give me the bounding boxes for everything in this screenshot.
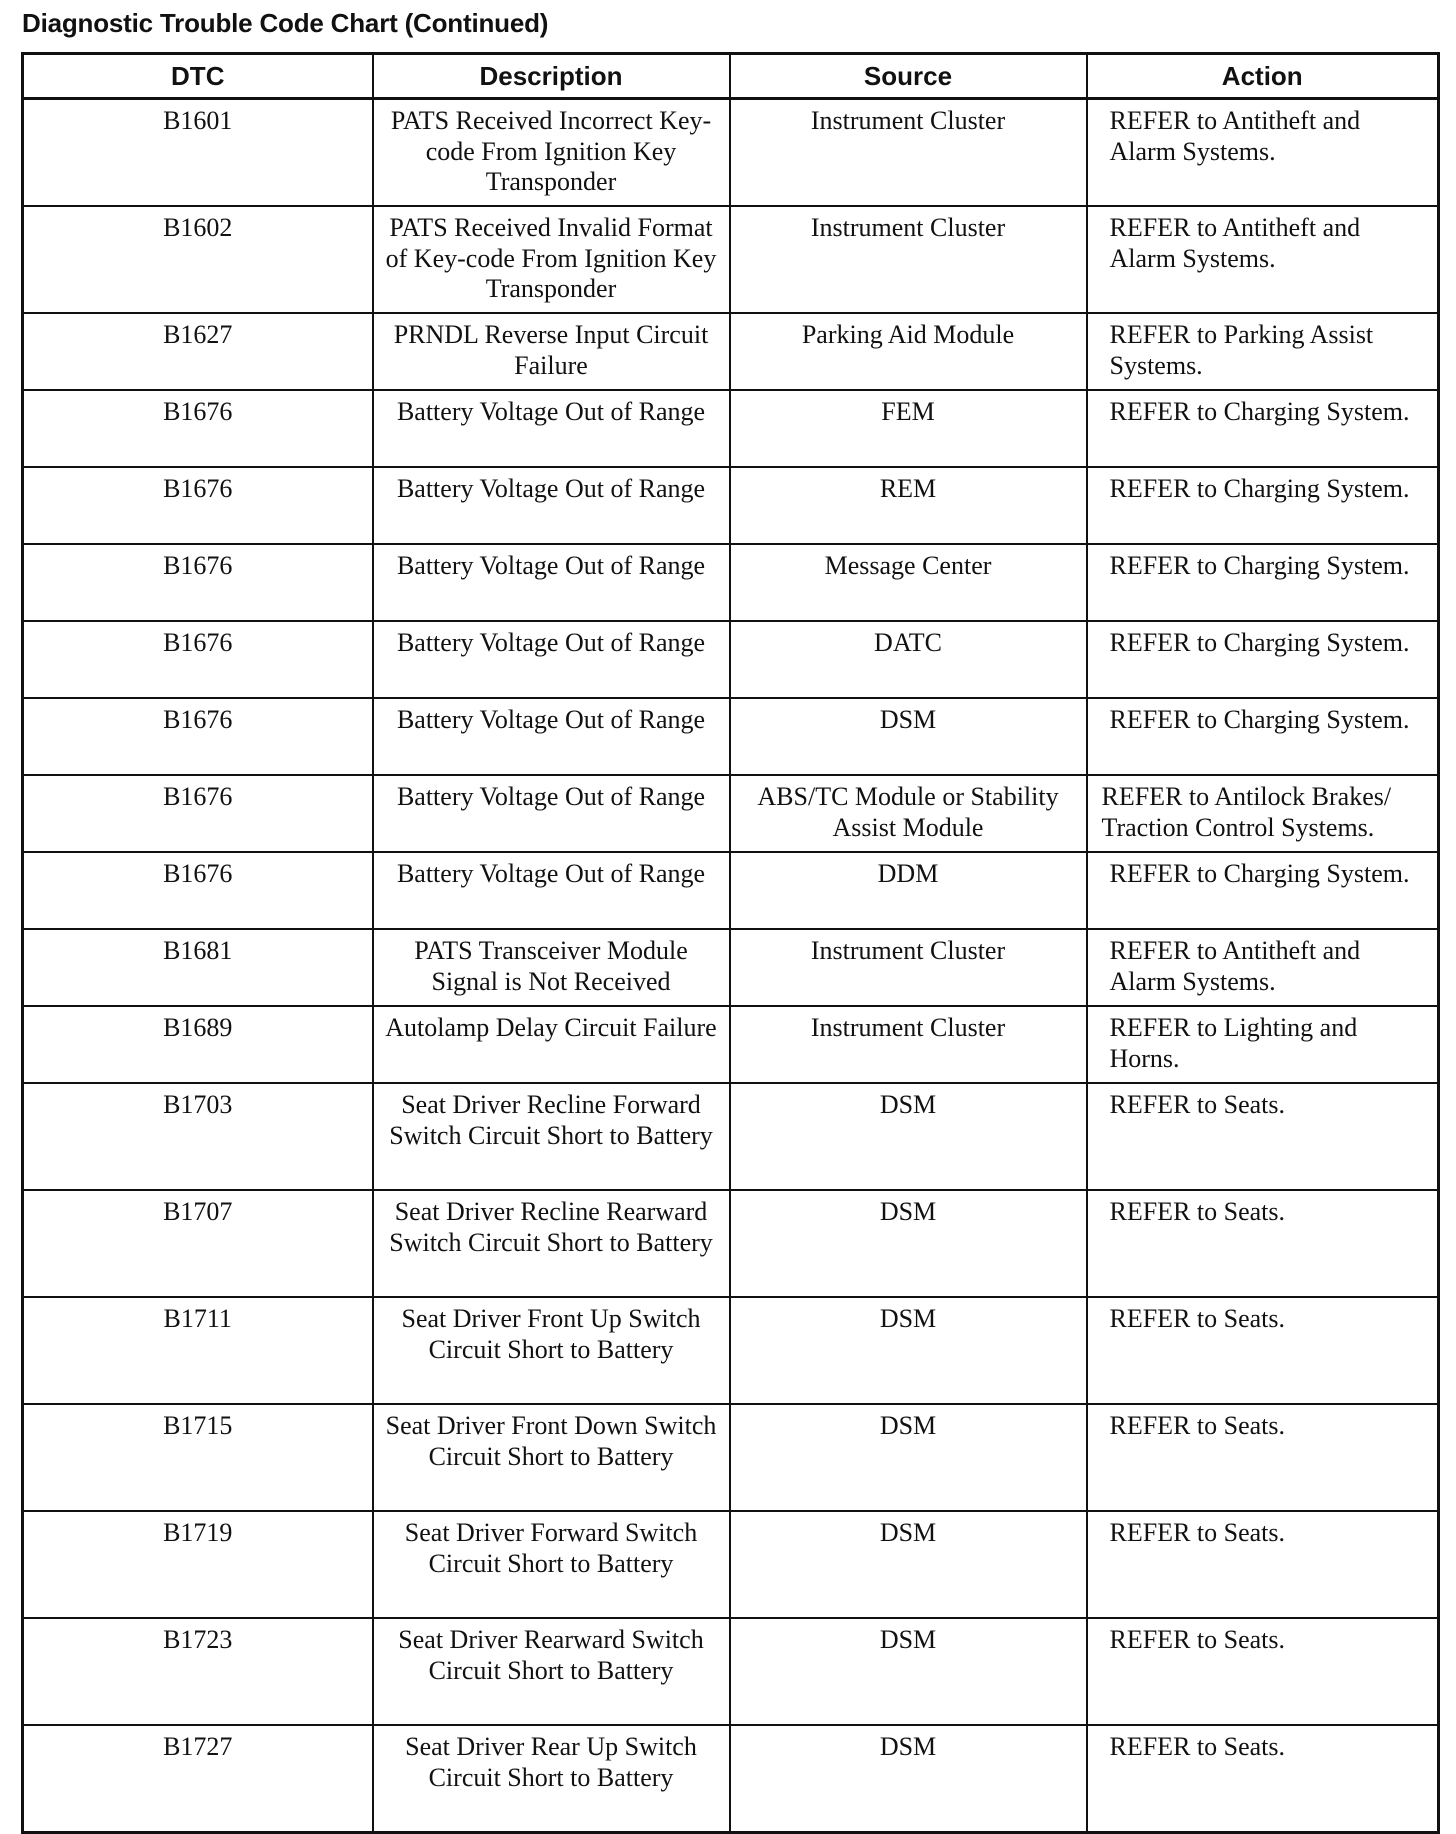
action-cell: REFER to Seats. xyxy=(1087,1511,1439,1618)
dtc-cell: B1676 xyxy=(23,852,373,929)
dtc-cell: B1676 xyxy=(23,467,373,544)
column-header-dtc: DTC xyxy=(23,54,373,99)
table-row xyxy=(23,1083,1439,1190)
description-cell: Battery Voltage Out of Range xyxy=(373,544,730,621)
description-cell: Battery Voltage Out of Range xyxy=(373,390,730,467)
table-header-row xyxy=(23,54,1439,99)
dtc-cell: B1703 xyxy=(23,1083,373,1190)
action-cell: REFER to Seats. xyxy=(1087,1190,1439,1297)
description-cell: Battery Voltage Out of Range xyxy=(373,698,730,775)
table-row xyxy=(23,313,1439,390)
table-row xyxy=(23,1725,1439,1833)
description-cell: Autolamp Delay Circuit Failure xyxy=(373,1006,730,1083)
description-cell: Seat Driver Rear Up Switch Circuit Short to Battery xyxy=(373,1725,730,1833)
description-cell: Seat Driver Rearward Switch Circuit Short to Battery xyxy=(373,1618,730,1725)
action-cell: REFER to Seats. xyxy=(1087,1297,1439,1404)
source-cell: DSM xyxy=(730,1511,1087,1618)
description-cell: Seat Driver Front Up Switch Circuit Short to Battery xyxy=(373,1297,730,1404)
action-cell: REFER to Seats. xyxy=(1087,1404,1439,1511)
action-cell: REFER to Charging System. xyxy=(1087,852,1439,929)
description-cell: Seat Driver Front Down Switch Circuit Short to Battery xyxy=(373,1404,730,1511)
column-header-action: Action xyxy=(1087,54,1439,99)
source-cell: ABS/TC Module or Stability Assist Module xyxy=(730,775,1087,852)
action-cell: REFER to Seats. xyxy=(1087,1725,1439,1833)
action-cell: REFER to Charging System. xyxy=(1087,390,1439,467)
dtc-cell: B1689 xyxy=(23,1006,373,1083)
source-cell: Instrument Cluster xyxy=(730,1006,1087,1083)
dtc-cell: B1719 xyxy=(23,1511,373,1618)
source-cell: DATC xyxy=(730,621,1087,698)
source-cell: Parking Aid Module xyxy=(730,313,1087,390)
table-row xyxy=(23,544,1439,621)
source-cell: DSM xyxy=(730,1404,1087,1511)
table-row xyxy=(23,1190,1439,1297)
dtc-cell: B1601 xyxy=(23,99,373,207)
table-row xyxy=(23,929,1439,1006)
source-cell: DSM xyxy=(730,1618,1087,1725)
dtc-cell: B1676 xyxy=(23,698,373,775)
table-row xyxy=(23,698,1439,775)
dtc-cell: B1676 xyxy=(23,544,373,621)
action-cell: REFER to Charging System. xyxy=(1087,621,1439,698)
action-cell: REFER to Antilock Brakes/ Traction Control Systems. xyxy=(1087,775,1439,852)
column-header-source: Source xyxy=(730,54,1087,99)
action-cell: REFER to Charging System. xyxy=(1087,467,1439,544)
action-cell: REFER to Charging System. xyxy=(1087,698,1439,775)
description-cell: Battery Voltage Out of Range xyxy=(373,467,730,544)
table-row xyxy=(23,1511,1439,1618)
action-cell: REFER to Lighting and Horns. xyxy=(1087,1006,1439,1083)
action-cell: REFER to Charging System. xyxy=(1087,544,1439,621)
dtc-cell: B1602 xyxy=(23,206,373,313)
table-row xyxy=(23,775,1439,852)
dtc-cell: B1723 xyxy=(23,1618,373,1725)
dtc-cell: B1676 xyxy=(23,390,373,467)
action-cell: REFER to Antitheft and Alarm Systems. xyxy=(1087,99,1439,207)
source-cell: DSM xyxy=(730,698,1087,775)
table-row xyxy=(23,467,1439,544)
dtc-cell: B1715 xyxy=(23,1404,373,1511)
dtc-cell: B1681 xyxy=(23,929,373,1006)
dtc-cell: B1727 xyxy=(23,1725,373,1833)
table-row xyxy=(23,390,1439,467)
source-cell: DSM xyxy=(730,1297,1087,1404)
description-cell: PRNDL Reverse Input Circuit Failure xyxy=(373,313,730,390)
description-cell: Battery Voltage Out of Range xyxy=(373,621,730,698)
table-row xyxy=(23,621,1439,698)
source-cell: DDM xyxy=(730,852,1087,929)
description-cell: Seat Driver Recline Rearward Switch Circuit Short to Battery xyxy=(373,1190,730,1297)
description-cell: PATS Transceiver Module Signal is Not Received xyxy=(373,929,730,1006)
table-row xyxy=(23,99,1439,207)
source-cell: DSM xyxy=(730,1190,1087,1297)
action-cell: REFER to Parking Assist Systems. xyxy=(1087,313,1439,390)
table-row xyxy=(23,852,1439,929)
source-cell: Instrument Cluster xyxy=(730,206,1087,313)
description-cell: PATS Received Invalid Format of Key-code From Ignition Key Transponder xyxy=(373,206,730,313)
dtc-cell: B1676 xyxy=(23,621,373,698)
description-cell: Battery Voltage Out of Range xyxy=(373,852,730,929)
table-row xyxy=(23,1297,1439,1404)
source-cell: Message Center xyxy=(730,544,1087,621)
action-cell: REFER to Seats. xyxy=(1087,1083,1439,1190)
source-cell: DSM xyxy=(730,1083,1087,1190)
source-cell: DSM xyxy=(730,1725,1087,1833)
dtc-cell: B1627 xyxy=(23,313,373,390)
description-cell: PATS Received Incorrect Key-code From Ignition Key Transponder xyxy=(373,99,730,207)
source-cell: REM xyxy=(730,467,1087,544)
action-cell: REFER to Antitheft and Alarm Systems. xyxy=(1087,206,1439,313)
table-row xyxy=(23,1006,1439,1083)
description-cell: Seat Driver Recline Forward Switch Circuit Short to Battery xyxy=(373,1083,730,1190)
source-cell: Instrument Cluster xyxy=(730,929,1087,1006)
action-cell: REFER to Antitheft and Alarm Systems. xyxy=(1087,929,1439,1006)
table-row xyxy=(23,1404,1439,1511)
dtc-cell: B1711 xyxy=(23,1297,373,1404)
dtc-cell: B1676 xyxy=(23,775,373,852)
source-cell: FEM xyxy=(730,390,1087,467)
source-cell: Instrument Cluster xyxy=(730,99,1087,207)
description-cell: Battery Voltage Out of Range xyxy=(373,775,730,852)
dtc-cell: B1707 xyxy=(23,1190,373,1297)
action-cell: REFER to Seats. xyxy=(1087,1618,1439,1725)
description-cell: Seat Driver Forward Switch Circuit Short to Battery xyxy=(373,1511,730,1618)
page-title: Diagnostic Trouble Code Chart (Continued) xyxy=(22,8,549,38)
dtc-table xyxy=(21,52,1440,1834)
table-row xyxy=(23,1618,1439,1725)
table-row xyxy=(23,206,1439,313)
column-header-description: Description xyxy=(373,54,730,99)
